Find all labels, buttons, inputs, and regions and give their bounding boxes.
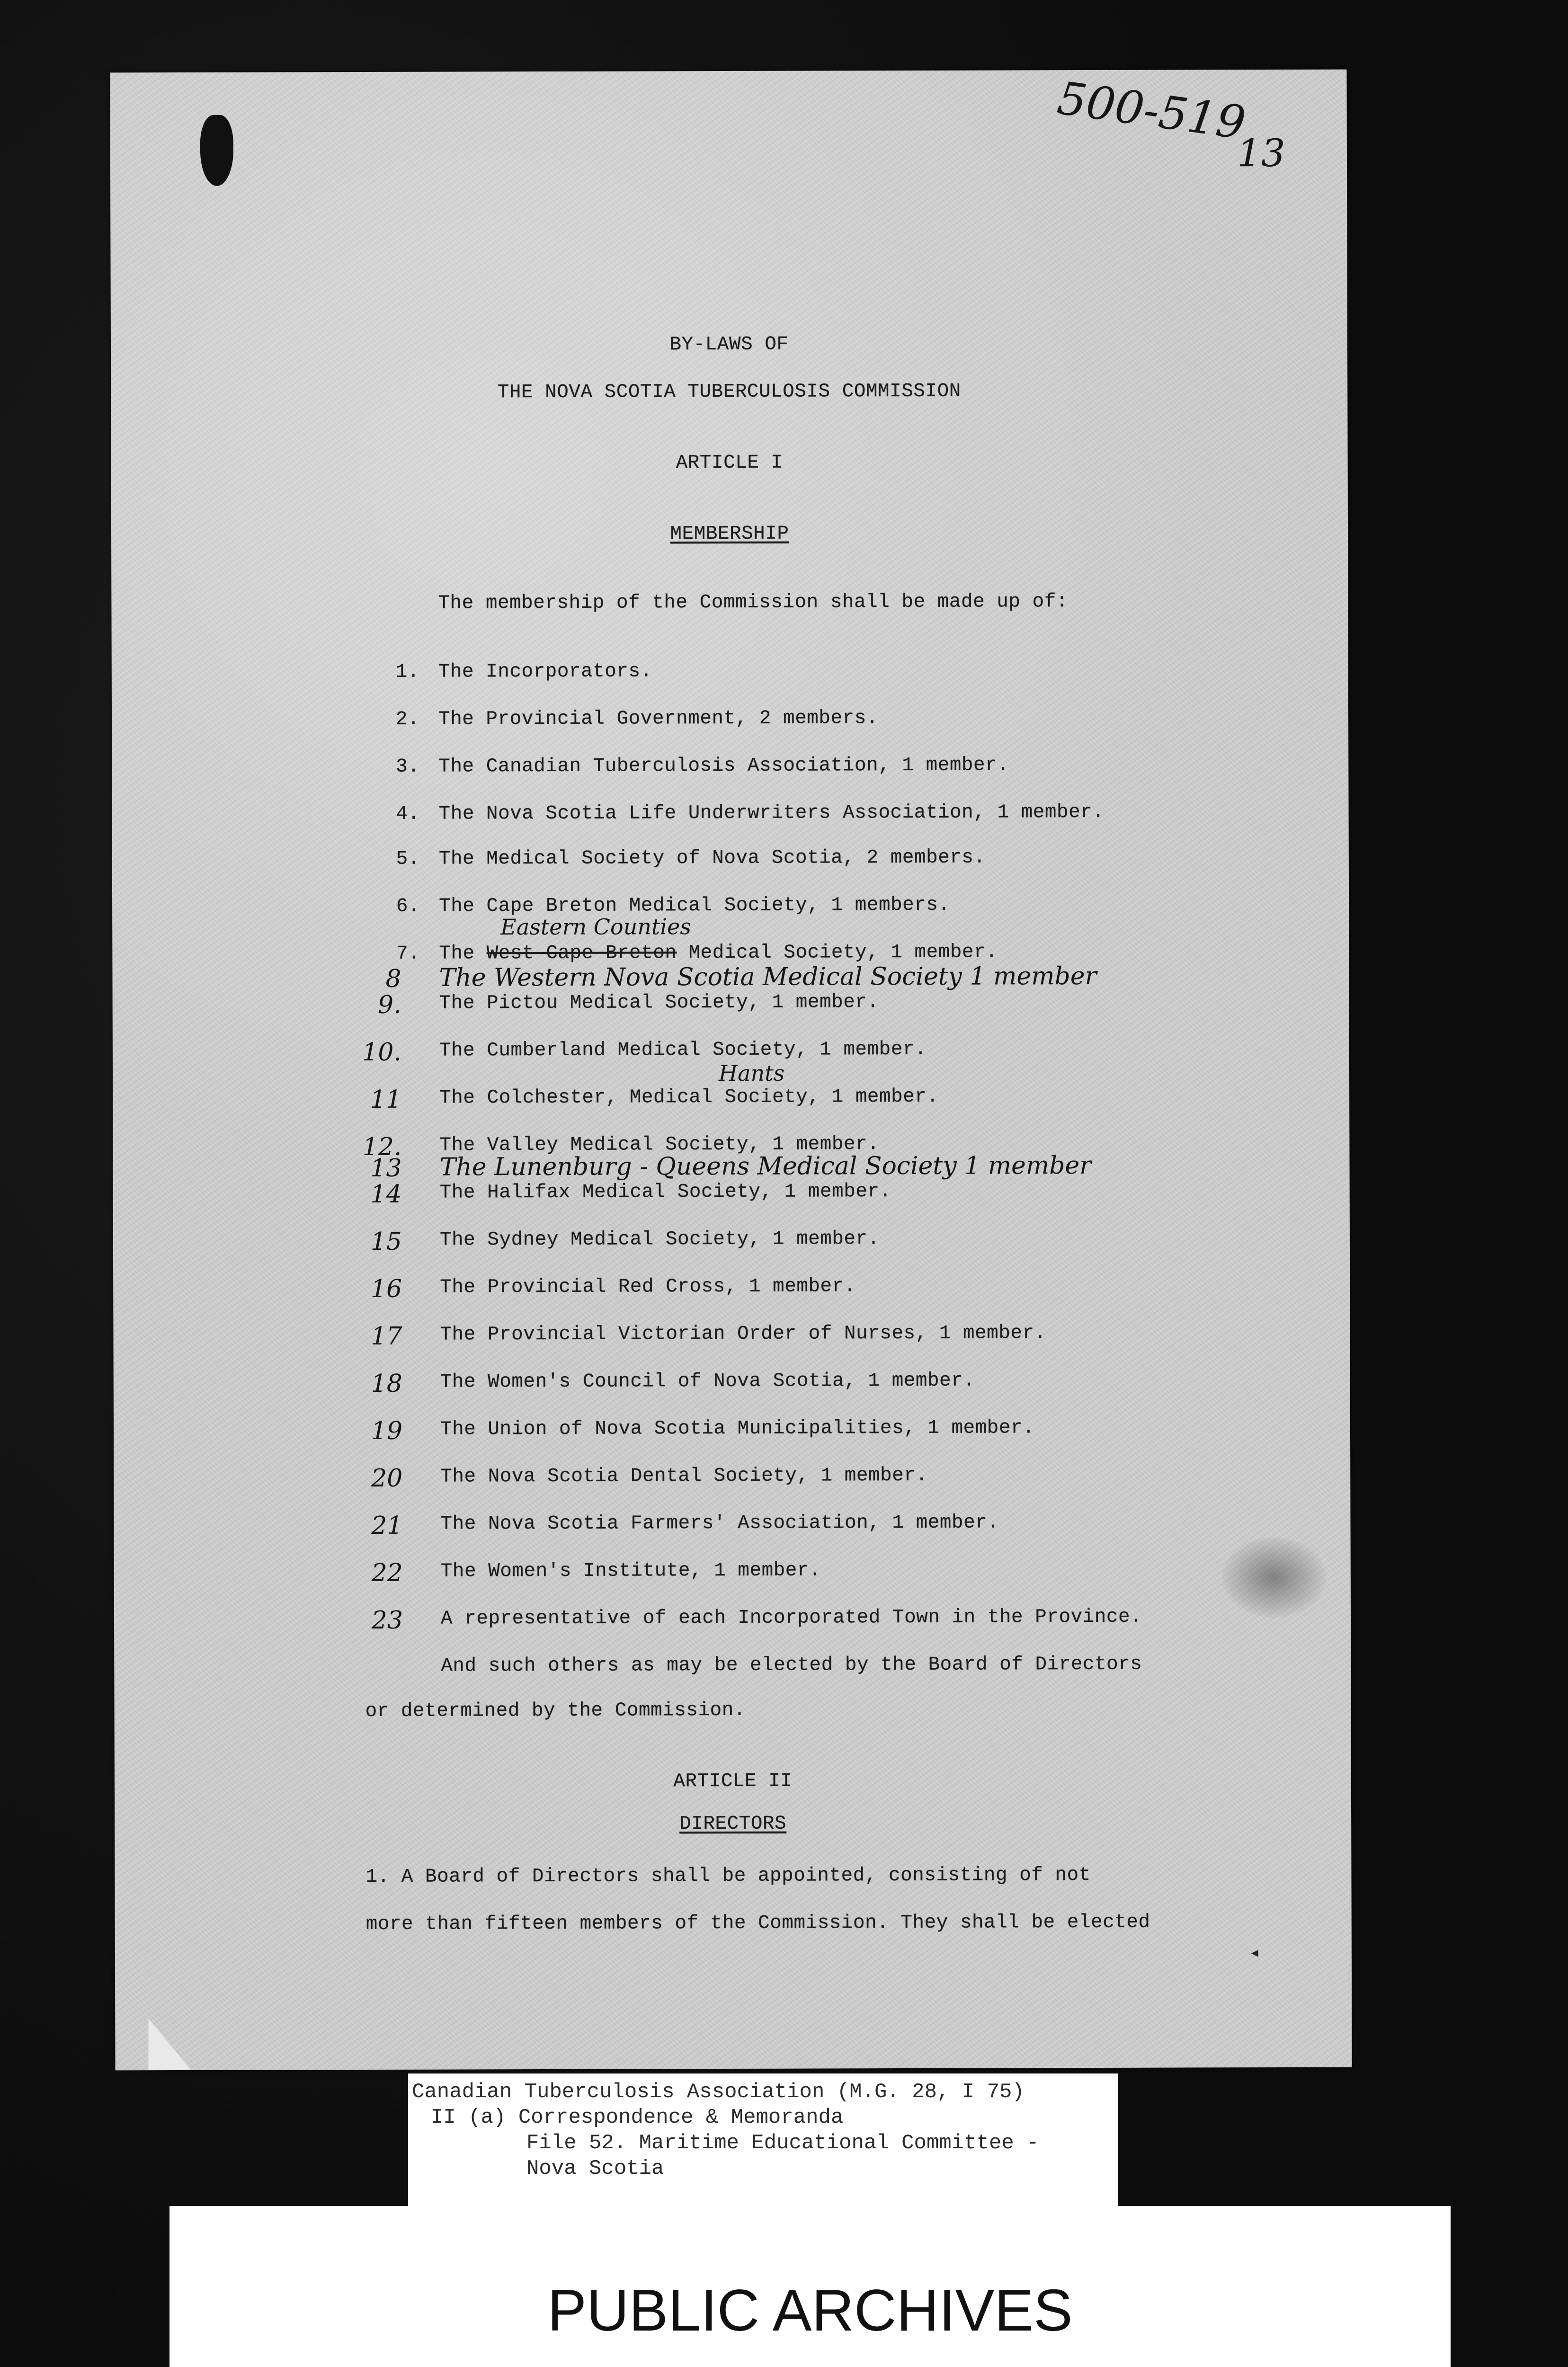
punch-hole <box>200 115 233 186</box>
list-item <box>112 846 1349 878</box>
list-item <box>114 1416 1350 1448</box>
item-number: 4. <box>396 803 420 825</box>
doc-subtitle: THE NOVA SCOTIA TUBERCULOSIS COMMISSION <box>497 380 961 404</box>
item-text: The Women's Council of Nova Scotia, 1 member. <box>440 1370 975 1393</box>
body-paragraph: 1. A Board of Directors shall be appointed, consisting of not <box>365 1864 1091 1888</box>
archive-stamp <box>169 2206 1451 2367</box>
list-item <box>113 1180 1350 1211</box>
item-number: 2. <box>395 708 420 730</box>
item-text: The Colchester, Medical Society, 1 member. <box>439 1086 939 1109</box>
closing-paragraph: And such others as may be elected by the Board of Directors <box>441 1653 1142 1677</box>
handwritten-number: 10. <box>362 1038 401 1067</box>
label-line: II (a) Correspondence & Memoranda <box>431 2106 844 2129</box>
closing-paragraph-cont: or determined by the Commission. <box>365 1699 746 1723</box>
item-text: The Incorporators. <box>438 660 652 683</box>
handwritten-number: 18 <box>371 1369 402 1398</box>
article-subheading: MEMBERSHIP <box>670 523 789 545</box>
handwritten-number: 23 <box>371 1606 403 1635</box>
handwritten-number: 19 <box>371 1416 403 1445</box>
handwritten-number: 9. <box>377 990 401 1019</box>
label-line: File 52. Maritime Educational Committee - <box>526 2131 1039 2155</box>
handwritten-number: 15 <box>370 1227 402 1256</box>
list-item <box>114 1558 1351 1590</box>
list-item <box>113 1085 1349 1117</box>
handwritten-number: 14 <box>370 1180 402 1209</box>
item-text: The Provincial Government, 2 members. <box>438 707 878 730</box>
list-item <box>114 1606 1351 1637</box>
list-item <box>113 1274 1350 1306</box>
handwritten-number: 21 <box>371 1511 403 1540</box>
list-item <box>114 1464 1350 1495</box>
article-heading: ARTICLE II <box>673 1770 793 1793</box>
label-line: Canadian Tuberculosis Association (M.G. 28, I 75) <box>412 2080 1025 2104</box>
list-item <box>113 1322 1350 1353</box>
list-item <box>113 990 1349 1022</box>
handwritten-entry: The Western Nova Scotia Medical Society 1 member <box>439 961 1097 992</box>
handwritten-number: 20 <box>371 1464 403 1493</box>
handwritten-insert: Hants <box>718 1060 785 1086</box>
struck-text: West Cape Breton <box>486 942 677 965</box>
handwritten-page-number: 13 <box>1237 131 1285 176</box>
handwritten-number: 12. <box>362 1132 402 1162</box>
item-text: The Halifax Medical Society, 1 member. <box>439 1181 891 1204</box>
body-paragraph-cont: more than fifteen members of the Commission. They shall be elected <box>365 1911 1150 1936</box>
membership-intro: The membership of the Commission shall be made up of: <box>438 591 1068 614</box>
item-text: The Valley Medical Society, 1 member. <box>439 1133 880 1157</box>
item-number: 1. <box>395 661 419 683</box>
item-text: The Cumberland Medical Society, 1 member. <box>439 1038 927 1062</box>
item-number: 5. <box>396 848 420 870</box>
item-text: A representative of each Incorporated Town in the Province. <box>440 1606 1142 1630</box>
item-text: The Provincial Victorian Order of Nurses, 1 member. <box>440 1322 1046 1346</box>
item-text: The Cape Breton Medical Society, 1 members. <box>439 894 950 917</box>
archive-reference-label <box>408 2073 1118 2211</box>
tick-mark: ◂ <box>1251 1944 1258 1961</box>
list-item <box>114 1369 1350 1401</box>
label-line: Nova Scotia <box>526 2157 664 2180</box>
handwritten-number: 13 <box>370 1154 402 1183</box>
item-number: 7. <box>396 943 420 965</box>
item-text: The Nova Scotia Dental Society, 1 member. <box>440 1464 928 1488</box>
item-number: 6. <box>396 895 420 917</box>
list-item <box>112 706 1348 738</box>
handwritten-reference: 500-519 <box>1054 71 1249 150</box>
article-subheading: DIRECTORS <box>679 1813 787 1835</box>
item-text: The Pictou Medical Society, 1 member. <box>439 991 879 1014</box>
list-item <box>114 1511 1350 1543</box>
handwritten-insert: Eastern Counties <box>500 914 692 940</box>
item-text: The Sydney Medical Society, 1 member. <box>439 1228 880 1251</box>
folded-corner <box>148 2018 191 2070</box>
list-item <box>112 659 1348 691</box>
article-heading: ARTICLE I <box>676 452 783 474</box>
handwritten-number: 16 <box>370 1274 402 1303</box>
document-page <box>110 70 1352 2071</box>
list-item <box>112 801 1349 833</box>
handwritten-number: 22 <box>371 1558 403 1587</box>
handwritten-entry: The Lunenburg - Queens Medical Society 1 member <box>439 1151 1092 1182</box>
list-item <box>112 754 1348 785</box>
stamp-line-english: PUBLIC ARCHIVES <box>547 2278 1073 2343</box>
handwritten-number: 17 <box>371 1322 402 1351</box>
doc-title: BY-LAWS OF <box>669 333 789 356</box>
item-text: The Women's Institute, 1 member. <box>440 1559 821 1583</box>
item-text: The Nova Scotia Life Underwriters Association, 1 member. <box>438 801 1105 825</box>
item-number: 3. <box>396 756 420 778</box>
list-item <box>112 893 1349 925</box>
list-item <box>113 1227 1350 1259</box>
handwritten-number: 8 <box>385 964 401 993</box>
item-text: The Provincial Red Cross, 1 member. <box>440 1275 856 1299</box>
handwritten-number: 11 <box>370 1085 402 1114</box>
item-text: The Nova Scotia Farmers' Association, 1 member. <box>440 1512 999 1535</box>
item-text: The Union of Nova Scotia Municipalities, 1 member. <box>440 1417 1035 1441</box>
item-text: The West Cape Breton Medical Society, 1 member. <box>439 941 998 965</box>
item-text: The Medical Society of Nova Scotia, 2 members. <box>438 846 986 870</box>
item-text: The Canadian Tuberculosis Association, 1 member. <box>438 754 1009 778</box>
